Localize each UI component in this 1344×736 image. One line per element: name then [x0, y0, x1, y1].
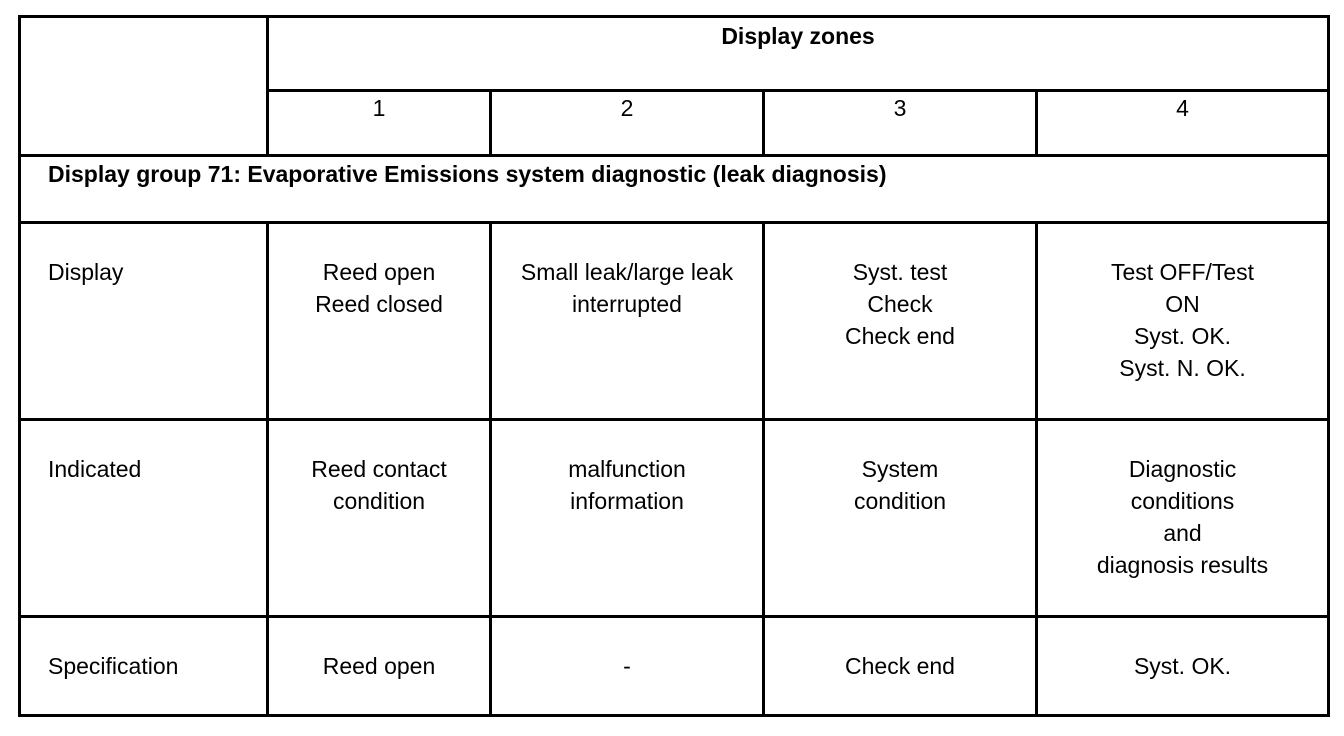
specification-zone-4: Syst. OK.	[1037, 617, 1329, 716]
row-label-display: Display	[20, 223, 268, 420]
row-label-specification: Specification	[20, 617, 268, 716]
display-zone-3: Syst. test Check Check end	[764, 223, 1037, 420]
indicated-zone-2: malfunction information	[491, 420, 764, 617]
indicated-zone-3: System condition	[764, 420, 1037, 617]
specification-zone-1: Reed open	[268, 617, 491, 716]
zone-number-1: 1	[268, 91, 491, 156]
row-label-indicated: Indicated	[20, 420, 268, 617]
display-row	[20, 223, 1329, 420]
table-title: Display zones	[268, 17, 1329, 91]
header-row	[20, 17, 1329, 91]
display-group-heading: Display group 71: Evaporative Emissions system diagnostic (leak diagnosis)	[20, 156, 1329, 223]
zone-number-4: 4	[1037, 91, 1329, 156]
specification-row	[20, 617, 1329, 716]
specification-zone-3: Check end	[764, 617, 1037, 716]
display-zone-2: Small leak/large leak interrupted	[491, 223, 764, 420]
zone-number-3: 3	[764, 91, 1037, 156]
indicated-zone-4: Diagnostic conditions and diagnosis results	[1037, 420, 1329, 617]
display-zone-1: Reed open Reed closed	[268, 223, 491, 420]
display-zone-4: Test OFF/Test ON Syst. OK. Syst. N. OK.	[1037, 223, 1329, 420]
display-zones-table	[18, 15, 1330, 717]
specification-zone-2: -	[491, 617, 764, 716]
indicated-row	[20, 420, 1329, 617]
group-row	[20, 156, 1329, 223]
indicated-zone-1: Reed contact condition	[268, 420, 491, 617]
zone-number-2: 2	[491, 91, 764, 156]
corner-cell	[20, 17, 268, 156]
